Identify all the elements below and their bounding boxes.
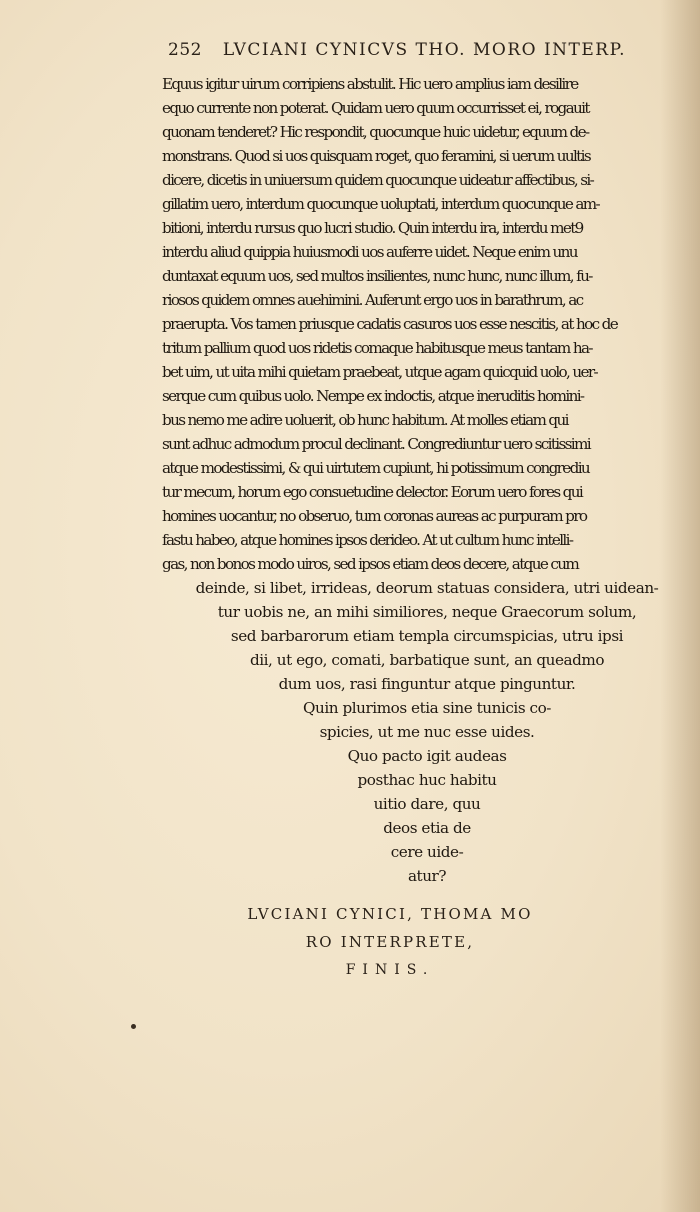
- tapered-text-line: Quo pacto igit audeas: [347, 747, 507, 765]
- body-paragraph: [162, 72, 692, 576]
- tapered-text-line: sed barbarorum etiam templa circumspicias, utru ipsi: [230, 627, 624, 645]
- colophon-line-1: LVCIANI CYNICI, THOMA MO: [247, 905, 533, 923]
- tapered-text-line: deos etia de: [383, 819, 471, 837]
- tapered-paragraph: [162, 576, 692, 888]
- text-line: serque cum quibus uolo. Nempe ex indoctis, atque ineruditis homini-: [162, 387, 584, 405]
- colophon-finis: FINIS.: [345, 962, 435, 978]
- main-text-block: [162, 72, 692, 885]
- text-line: bus nemo me adire uoluerit, ob hunc habitum. At molles etiam qui: [162, 411, 568, 429]
- text-line: atque modestissimi, & qui uirtutem cupiunt, hi potissimum congrediu: [162, 459, 590, 477]
- tapered-text-line: tur uobis ne, an mihi similiores, neque Graecorum solum,: [217, 603, 637, 621]
- text-line: gas, non bonos modo uiros, sed ipsos etiam deos decere, atque cum: [162, 555, 579, 573]
- text-line: tur mecum, horum ego consuetudine delector. Eorum uero fores qui: [162, 483, 583, 501]
- page-number: 252: [168, 40, 202, 60]
- text-line: equo currente non poterat. Quidam uero quum occurrisset ei, rogauit: [162, 99, 589, 117]
- tapered-text-line: uitio dare, quu: [373, 795, 481, 813]
- tapered-text-line: dum uos, rasi finguntur atque pinguntur.: [278, 675, 576, 693]
- text-line: gillatim uero, interdum quocunque uoluptati, interdum quocunque am-: [162, 195, 599, 213]
- tapered-text-line: posthac huc habitu: [357, 771, 497, 789]
- text-line: bet uim, ut uita mihi quietam praebeat, utque agam quicquid uolo, uer-: [162, 363, 597, 381]
- tapered-text-line: atur?: [407, 867, 447, 885]
- colophon: [200, 900, 580, 984]
- tapered-text-line: cere uide-: [390, 843, 464, 861]
- text-line: bitioni, interdu rursus quo lucri studio. Quin interdu ira, interdu met9: [162, 219, 583, 237]
- running-header: [168, 40, 668, 60]
- text-line: dicere, dicetis in uniuersum quidem quocunque uideatur affectibus, si-: [162, 171, 594, 189]
- text-line: duntaxat equum uos, sed multos insilientes, nunc hunc, nunc illum, fu-: [162, 267, 592, 285]
- text-line: sunt adhuc admodum procul declinant. Congrediuntur uero scitissimi: [162, 435, 590, 453]
- text-line: tritum pallium quod uos ridetis comaque habitusque meus tantam ha-: [162, 339, 592, 357]
- text-line: homines uocantur, no obseruo, tum coronas aureas ac purpuram pro: [162, 507, 587, 525]
- colophon-line-2: RO INTERPRETE,: [305, 933, 475, 951]
- text-line: fastu habeo, atque homines ipsos derideo. At ut cultum hunc intelli-: [162, 531, 573, 549]
- text-line: interdu aliud quippia huiusmodi uos auferre uidet. Neque enim unu: [162, 243, 577, 261]
- tapered-text-line: spicies, ut me nuc esse uides.: [319, 723, 535, 741]
- text-line: riosos quidem omnes auehimini. Auferunt ergo uos in barathrum, ac: [162, 291, 583, 309]
- running-title: LVCIANI CYNICVS THO. MORO INTERP.: [222, 40, 626, 60]
- text-line: Equus igitur uirum corripiens abstulit. Hic uero amplius iam desilire: [162, 75, 578, 93]
- text-line: praerupta. Vos tamen priusque cadatis casuros uos esse nescitis, at hoc de: [162, 315, 618, 333]
- text-line: quonam tenderet? Hic respondit, quocunque huic uidetur, equum de-: [162, 123, 589, 141]
- tapered-text-line: deinde, si libet, irrideas, deorum statuas considera, utri uidean-: [195, 579, 659, 597]
- tapered-text-line: dii, ut ego, comati, barbatique sunt, an queadmo: [249, 651, 605, 669]
- text-line: monstrans. Quod si uos quisquam roget, quo feramini, si uerum uultis: [162, 147, 590, 165]
- ink-dot-mark: [131, 1024, 136, 1029]
- tapered-text-line: Quin plurimos etia sine tunicis co-: [303, 699, 551, 717]
